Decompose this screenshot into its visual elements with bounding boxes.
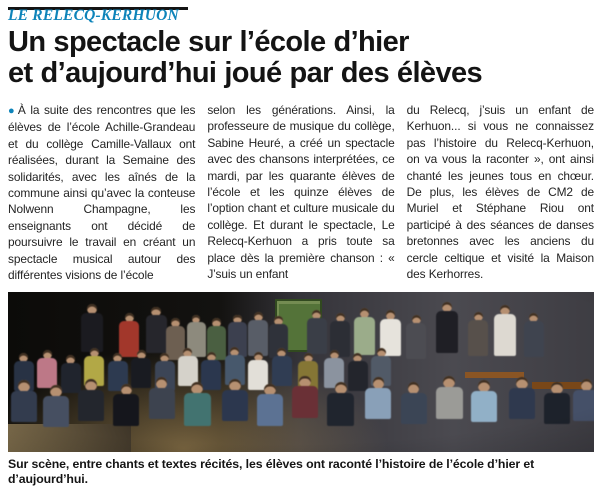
article-column-2	[207, 102, 394, 283]
headline-line-2: et d’aujourd’hui joué par des élèves	[8, 57, 483, 89]
person-figure	[468, 312, 488, 356]
person-figure	[11, 380, 37, 422]
person-figure	[37, 350, 57, 388]
section-kicker: LE RELECQ-KERHUON	[8, 7, 179, 24]
person-figure	[146, 307, 167, 353]
person-figure	[272, 348, 292, 386]
person-figure	[43, 385, 69, 427]
person-figure	[113, 384, 139, 426]
person-figure	[184, 382, 211, 426]
person-figure	[248, 312, 268, 356]
person-figure	[401, 382, 427, 424]
article-column-3	[407, 102, 594, 283]
headline-line-1: Un spectacle sur l’école d’hier	[8, 26, 409, 58]
column-3-text: du Relecq, j’suis un enfant de Kerhuon... si vous ne connaissez pas l’histoire du Relecq-Kerhuon, on va vous la raconter », ont ainsi chanté les jeunes tous en chœur. De plus, les élèves de CM2 de Muriel et Stéphane Riou ont participé à des séances de danses bretonnes avec les anciens du cercle celtique et visité la Maison des Kerhorres.	[406, 103, 594, 282]
person-figure	[524, 313, 544, 357]
article-body	[8, 102, 594, 283]
photo-caption: Sur scène, entre chants et textes récités, les élèves ont raconté l’histoire de l’école d’hier et d’aujourd’hui.	[8, 457, 535, 487]
person-figure	[149, 377, 175, 419]
person-figure	[471, 380, 497, 422]
person-figure	[292, 376, 318, 418]
person-figure	[573, 379, 594, 421]
person-figure	[257, 384, 283, 426]
person-figure	[178, 348, 198, 386]
person-figure	[544, 382, 570, 424]
person-figure	[436, 376, 463, 420]
article-column-1	[8, 102, 195, 283]
person-figure	[436, 302, 458, 353]
person-figure	[509, 377, 535, 419]
person-figure	[81, 304, 103, 352]
person-figure	[222, 379, 248, 421]
photo-crowd	[8, 292, 594, 452]
column-2-text: selon les générations. Ainsi, la professeure de musique du collège, Sabine Heuré, a créé un spectacle avec des chansons interprétées, ce mardi, par les quarante élèves de l’école et les quinze élèves de l’option chant et culture musicale du collège. Et durant le spectacle, Le Relecq-Kerhuon a pris toute sa place dès la première chanson : « J’suis un enfant	[207, 103, 395, 282]
newspaper-article	[8, 7, 594, 487]
person-figure	[307, 310, 327, 354]
person-figure	[494, 305, 516, 356]
person-figure	[365, 377, 391, 419]
column-1-text: À la suite des rencontres que les élèves de l’école Achille-Grandeau et du collège Camille-Vallaux ont réalisées, durant la Semaine des solidarités, avec les aînés de la commune ainsi qu’avec la conteuse Nolwenn Champagne, les enseignants ont décidé de poursuivre le travail en créant un spectacle musical autour des différentes visions de l’école	[8, 103, 196, 283]
bullet-icon: ●	[8, 105, 16, 117]
person-figure	[327, 382, 354, 426]
person-figure	[406, 315, 426, 359]
person-figure	[78, 379, 104, 421]
article-headline	[8, 27, 594, 89]
article-photo	[8, 292, 594, 452]
